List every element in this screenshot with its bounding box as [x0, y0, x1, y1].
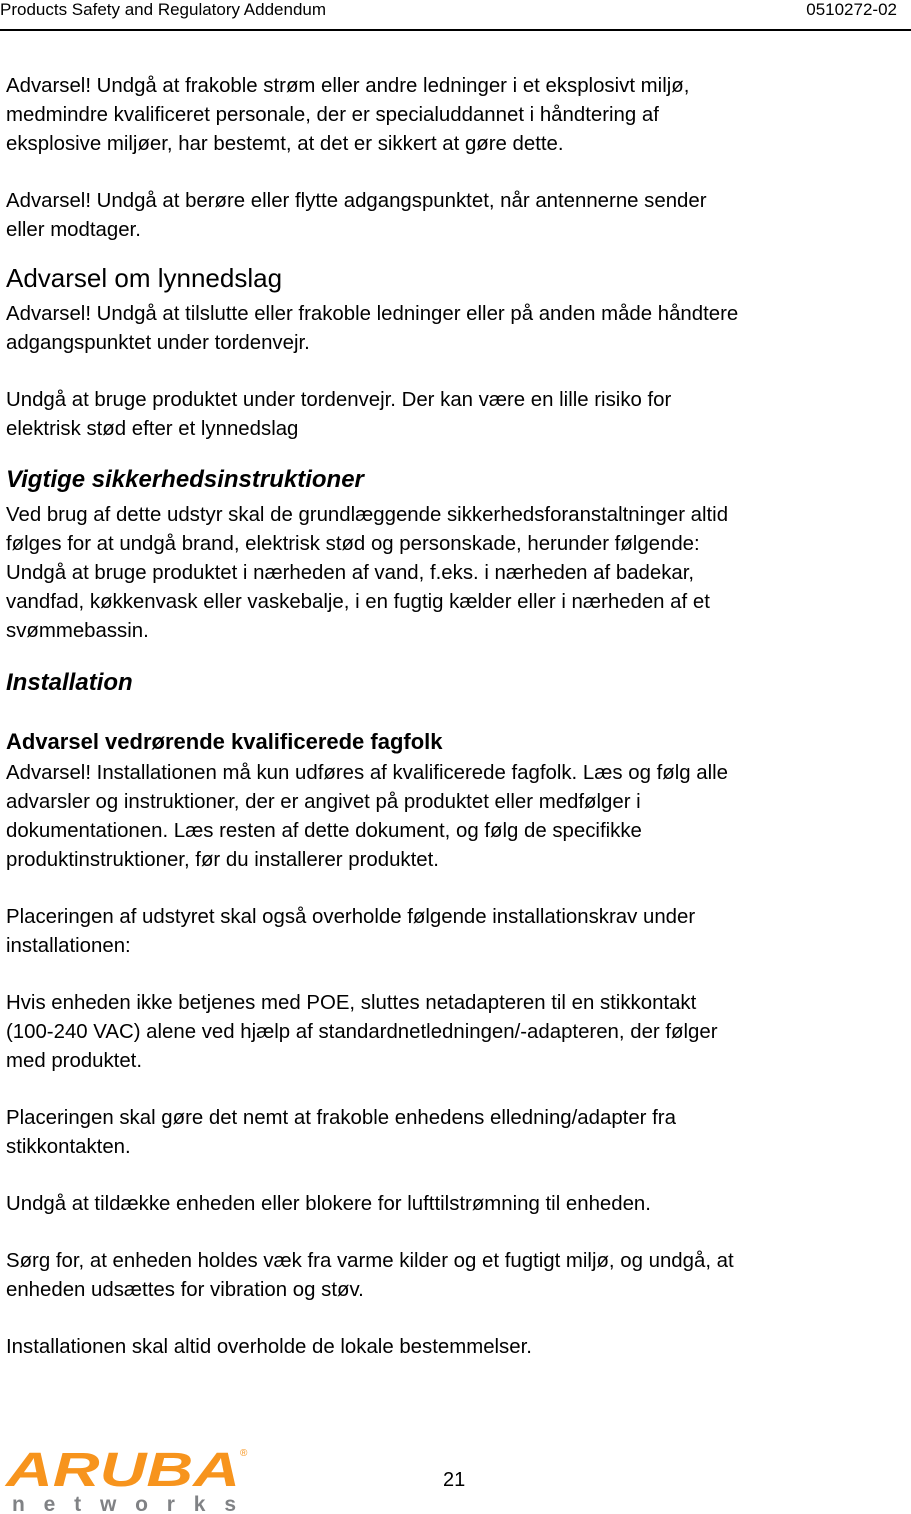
- logo-registered-mark: ®: [240, 1448, 248, 1459]
- paragraph-antenna-warning: [6, 187, 906, 245]
- paragraph-safety-precautions: [6, 501, 906, 646]
- text-line: installationen:: [6, 935, 131, 957]
- page-header: [0, 0, 911, 31]
- paragraph-local-regulations: [6, 1333, 906, 1362]
- text-line: advarsler og instruktioner, der er angivet på produktet eller medfølger i: [6, 791, 641, 813]
- paragraph-disconnect-access: [6, 1104, 906, 1162]
- document-title: Products Safety and Regulatory Addendum: [0, 0, 327, 19]
- paragraph-power-adapter: [6, 989, 906, 1076]
- aruba-networks-logo: [4, 1442, 254, 1514]
- paragraph-explosive-warning: [6, 72, 906, 159]
- text-line: Advarsel! Undgå at berøre eller flytte adgangspunktet, når antennerne sender: [6, 190, 707, 212]
- paragraph-environment: [6, 1247, 906, 1305]
- text-line: Undgå at tildække enheden eller blokere for lufttilstrømning til enheden.: [6, 1193, 651, 1215]
- heading-installation: Installation: [6, 669, 133, 696]
- text-line: Advarsel! Undgå at tilslutte eller frakoble ledninger eller på anden måde håndtere: [6, 303, 739, 325]
- text-line: eksplosive miljøer, har bestemt, at det er sikkert at gøre dette.: [6, 133, 564, 155]
- text-line: eller modtager.: [6, 219, 141, 241]
- heading-qualified-professionals: Advarsel vedrørende kvalificerede fagfolk: [6, 729, 443, 754]
- text-line: Undgå at bruge produktet under tordenvejr. Der kan være en lille risiko for: [6, 389, 672, 411]
- paragraph-qualified-warning: [6, 759, 906, 875]
- heading-lightning: Advarsel om lynnedslag: [6, 263, 283, 293]
- text-line: Installationen skal altid overholde de lokale bestemmelser.: [6, 1336, 532, 1358]
- text-line: produktinstruktioner, før du installerer produktet.: [6, 849, 439, 871]
- text-line: Sørg for, at enheden holdes væk fra varme kilder og et fugtigt miljø, og undgå, at: [6, 1250, 734, 1272]
- text-line: Placeringen af udstyret skal også overholde følgende installationskrav under: [6, 906, 696, 928]
- text-line: elektrisk stød efter et lynnedslag: [6, 418, 299, 440]
- logo-brand-text: ARUBA: [4, 1444, 240, 1497]
- page-content: [6, 72, 906, 1390]
- text-line: stikkontakten.: [6, 1136, 131, 1158]
- paragraph-thunderstorm-risk: [6, 386, 906, 444]
- text-line: Placeringen skal gøre det nemt at frakoble enhedens elledning/adapter fra: [6, 1107, 676, 1129]
- document-number: 0510272-02: [806, 0, 897, 19]
- text-line: Undgå at bruge produktet i nærheden af vand, f.eks. i nærheden af badekar,: [6, 562, 695, 584]
- paragraph-airflow: [6, 1190, 906, 1219]
- text-line: Ved brug af dette udstyr skal de grundlæggende sikkerhedsforanstaltninger altid: [6, 504, 729, 526]
- text-line: med produktet.: [6, 1050, 143, 1072]
- text-line: dokumentationen. Læs resten af dette dokument, og følg de specifikke: [6, 820, 642, 842]
- text-line: følges for at undgå brand, elektrisk stød og personskade, herunder følgende:: [6, 533, 700, 555]
- text-line: (100-240 VAC) alene ved hjælp af standardnetledningen/-adapteren, der følger: [6, 1021, 718, 1043]
- text-line: vandfad, køkkenvask eller vaskebalje, i en fugtig kælder eller i nærheden af et: [6, 591, 710, 613]
- text-line: svømmebassin.: [6, 620, 149, 642]
- page-number: 21: [443, 1469, 466, 1491]
- text-line: enheden udsættes for vibration og støv.: [6, 1279, 364, 1301]
- text-line: Advarsel! Installationen må kun udføres af kvalificerede fagfolk. Læs og følg alle: [6, 762, 728, 784]
- paragraph-placement-requirements: [6, 903, 906, 961]
- logo-sub-text: networks: [12, 1493, 236, 1514]
- heading-safety-instructions: Vigtige sikkerhedsinstruktioner: [6, 466, 364, 493]
- text-line: Advarsel! Undgå at frakoble strøm eller andre ledninger i et eksplosivt miljø,: [6, 75, 690, 97]
- text-line: adgangspunktet under tordenvejr.: [6, 332, 310, 354]
- text-line: medmindre kvalificeret personale, der er specialuddannet i håndtering af: [6, 104, 659, 126]
- text-line: Hvis enheden ikke betjenes med POE, sluttes netadapteren til en stikkontakt: [6, 992, 697, 1014]
- paragraph-thunderstorm-warning: [6, 300, 906, 358]
